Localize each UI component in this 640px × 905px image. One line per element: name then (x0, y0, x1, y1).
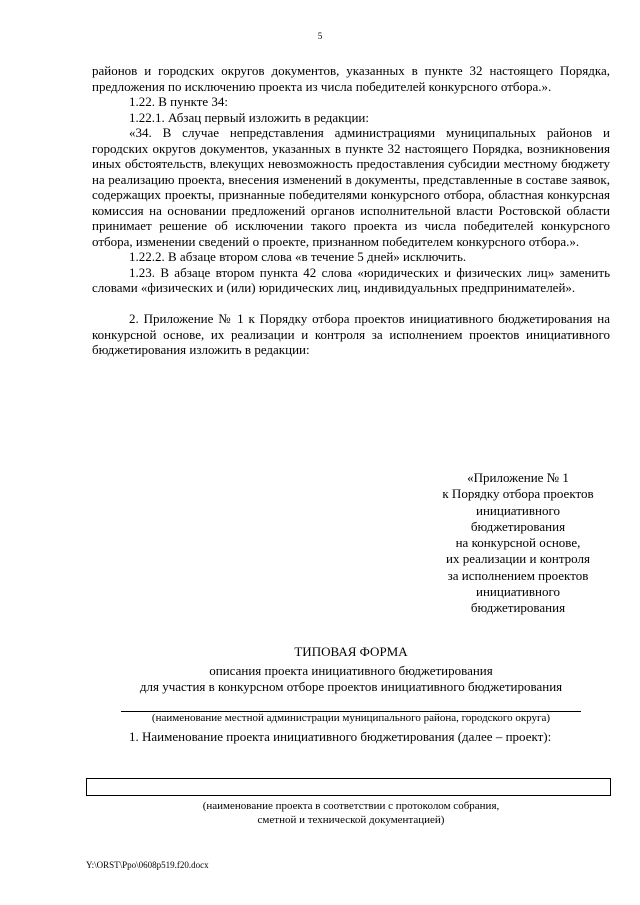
paragraph-2: 2. Приложение № 1 к Порядку отбора проектов инициативного бюджетирования на конкурсной основе, их реализации и контроля за исполнением проектов инициативного бюджетирования изложить в редакции: (92, 311, 610, 357)
appendix-line: к Порядку отбора проектов (442, 486, 594, 502)
appendix-line: инициативного (476, 502, 560, 518)
appendix-line: на конкурсной основе, (455, 535, 581, 551)
paragraph-continuation: районов и городских округов документов, указанных в пункте 32 настоящего Порядка, предложения по исключению проекта из числа победителей конкурсного отбора.». (92, 63, 610, 94)
appendix-header (398, 470, 638, 617)
form-title: ТИПОВАЯ ФОРМА (294, 644, 408, 659)
paragraph-1-23: 1.23. В абзаце втором пункта 42 слова «юридических и физических лиц» заменить словами «физических и (или) юридических лиц, индивидуальных предпринимателей». (92, 264, 610, 295)
amendment-text (92, 63, 610, 358)
project-name-field[interactable] (86, 778, 611, 796)
appendix-line: инициативного (476, 584, 560, 600)
appendix-line: за исполнением проектов (447, 567, 589, 583)
caption-line: сметной и технической документацией) (257, 814, 445, 826)
appendix-line: бюджетирования (470, 600, 566, 616)
admin-name-caption: (наименование местной администрации муниципального района, городского округа) (151, 712, 551, 724)
form-heading (92, 644, 610, 695)
project-name-caption (92, 799, 610, 827)
page-number: 5 (317, 31, 323, 41)
caption-line: (наименование проекта в соответствии с протоколом собрания, (202, 800, 500, 812)
paragraph-1-22-1: 1.22.1. Абзац первый изложить в редакции: (129, 109, 369, 125)
file-path-footer: Y:\ORST\Ppo\0608p519.f20.docx (86, 860, 209, 870)
paragraph-1-22-2: 1.22.2. В абзаце втором слова «в течение 5 дней» исключить. (129, 249, 467, 264)
appendix-line: их реализации и контроля (446, 551, 590, 567)
appendix-line: «Приложение № 1 (467, 470, 569, 485)
paragraph-1-22: 1.22. В пункте 34: (129, 94, 229, 109)
form-item-1: 1. Наименование проекта инициативного бюджетирования (далее – проект): (129, 729, 552, 744)
appendix-line: бюджетирования (470, 518, 566, 534)
paragraph-quote-34: «34. В случае непредставления администрациями муниципальных районов и городских округов документов, указанных в пункте 32 настоящего Порядка, возникновения иных обстоятельств, влекущих невозможность предоставления субсидии местному бюджету на реализацию проекта, внесения изменений в документы, представленные в составе заявок, содержащих проекты, признанные победителями конкурсного отбора, областная конкурсная комиссия на основании предложений органов исполнительной власти Ростовской области принимает решение об исключении такого проекта из числа победителей конкурсного отбора, изменении сведений о проекте, признанном победителем конкурсного отбора.». (92, 125, 610, 249)
form-subtitle: для участия в конкурсном отборе проектов инициативного бюджетирования (139, 679, 563, 694)
form-subtitle: описания проекта инициативного бюджетирования (209, 663, 493, 678)
